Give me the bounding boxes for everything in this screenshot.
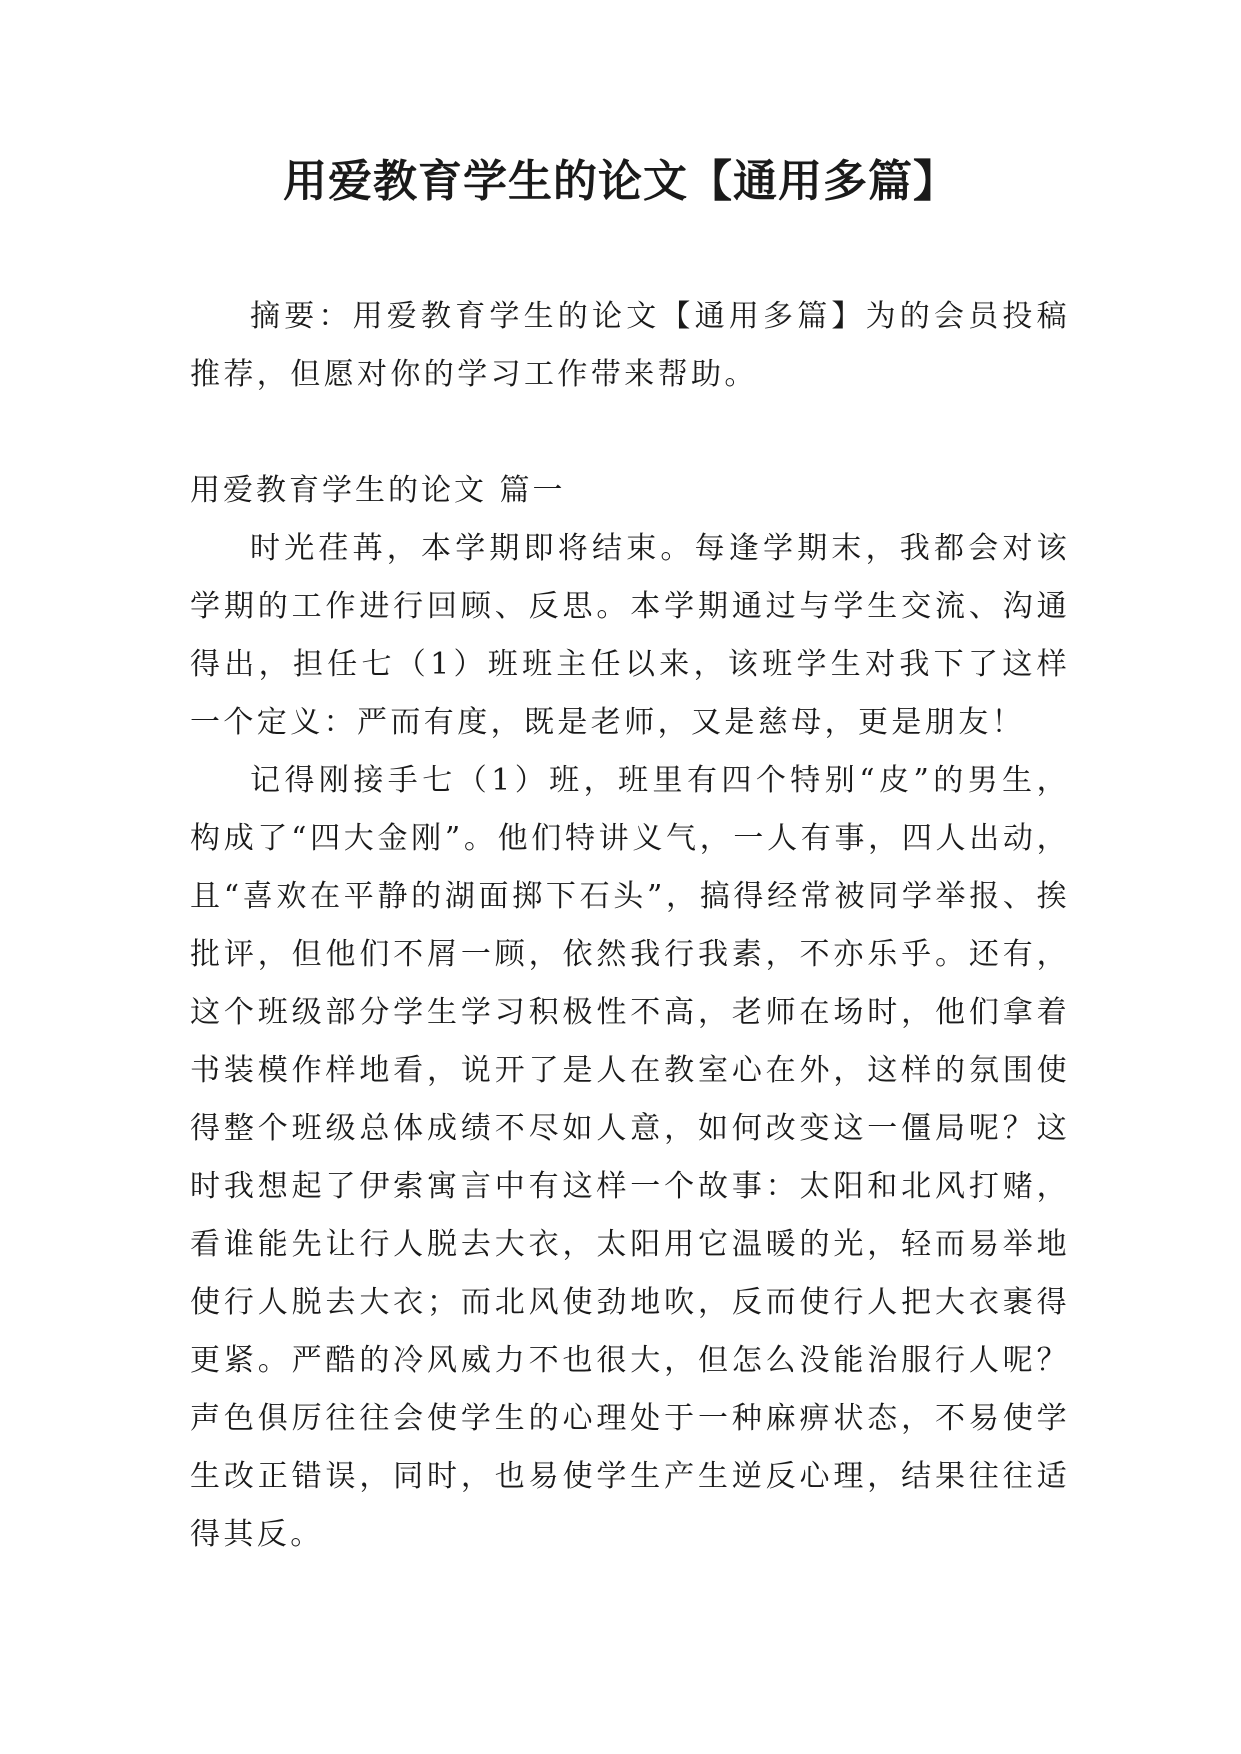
section-heading: 用爱教育学生的论文 篇一 (190, 473, 566, 508)
abstract-paragraph: 摘要：用爱教育学生的论文【通用多篇】为的会员投稿推荐，但愿对你的学习工作带来帮助。 (190, 299, 1070, 392)
document-title: 用爱教育学生的论文【通用多篇】 (283, 156, 958, 207)
body-paragraph-2: 记得刚接手七（1）班，班里有四个特别“皮”的男生，构成了“四大金刚”。他们特讲义气，一人有事，四人出动，且“喜欢在平静的湖面掷下石头”，搞得经常被同学举报、挨批评，但他们不屑一顾，依然我行我素，不亦乐乎。还有，这个班级部分学生学习积极性不高，老师在场时，他们拿着书装模作样地看，说开了是人在教室心在外，这样的氛围使得整个班级总体成绩不尽如人意，如何改变这一僵局呢？这时我想起了伊索寓言中有这样一个故事：太阳和北风打赌，看谁能先让行人脱去大衣，太阳用它温暖的光，轻而易举地使行人脱去大衣；而北风使劲地吹，反而使行人把大衣裹得更紧。严酷的冷风威力不也很大，但怎么没能治服行人呢？声色俱厉往往会使学生的心理处于一种麻痹状态，不易使学生改正错误，同时，也易使学生产生逆反心理，结果往往适得其反。 (190, 763, 1070, 1552)
body-paragraph-1: 时光荏苒，本学期即将结束。每逢学期末，我都会对该学期的工作进行回顾、反思。本学期通过与学生交流、沟通得出，担任七（1）班班主任以来，该班学生对我下了这样一个定义：严而有度，既是老师，又是慈母，更是朋友！ (190, 531, 1070, 740)
document-body (190, 288, 1070, 1564)
section-1 (190, 462, 1070, 1564)
